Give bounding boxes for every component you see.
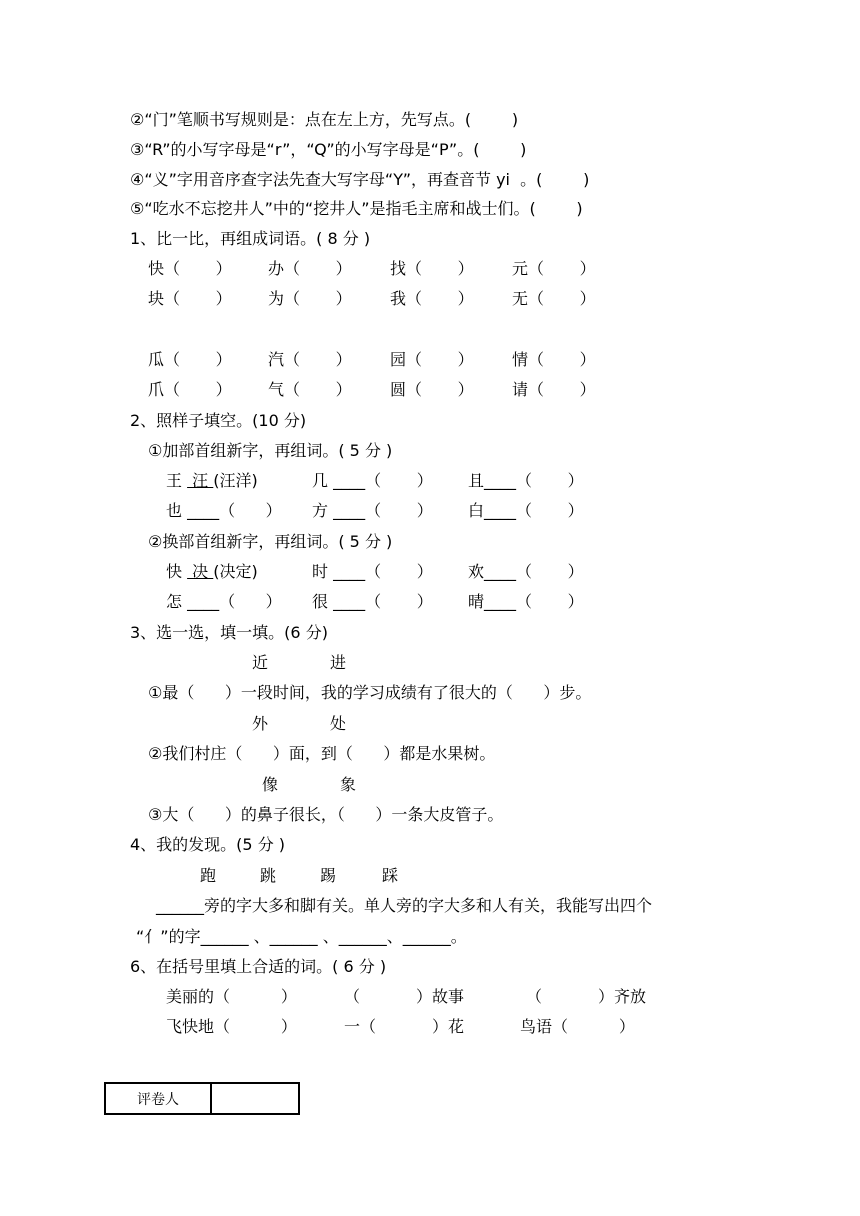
q1-cell: 气（ ） bbox=[268, 380, 352, 399]
q6-cell: 飞快地（ ） bbox=[166, 1017, 297, 1036]
q2-blank: 方 ____（ ） bbox=[312, 501, 433, 520]
q4-word: 踩 bbox=[382, 866, 399, 885]
q4-word: 踢 bbox=[320, 866, 337, 885]
judge-item-2: ②“门”笔顺书写规则是：点在左上方，先写点。( ) bbox=[130, 110, 519, 129]
q3-word: 外 bbox=[252, 714, 269, 733]
q1-cell: 爪（ ） bbox=[148, 380, 232, 399]
q1-cell: 我（ ） bbox=[390, 289, 474, 308]
grader-field[interactable] bbox=[212, 1084, 298, 1113]
q2-blank: 怎 ____（ ） bbox=[166, 592, 282, 611]
q1-cell: 元（ ） bbox=[512, 259, 596, 278]
q3-word: 处 bbox=[330, 714, 347, 733]
judge-item-5: ⑤“吃水不忘挖井人”中的“挖井人”是指毛主席和战士们。( ) bbox=[130, 199, 583, 218]
q2-blank: 很 ____（ ） bbox=[312, 592, 433, 611]
q3-word: 像 bbox=[262, 775, 279, 794]
score-box bbox=[104, 1082, 300, 1115]
q6-title: 6、在括号里填上合适的词。( 6 分 ) bbox=[130, 957, 387, 976]
judge-item-3: ③“R”的小写字母是“r”，“Q”的小写字母是“P”。( ) bbox=[130, 140, 527, 159]
q1-cell: 办（ ） bbox=[268, 259, 352, 278]
grader-label: 评卷人 bbox=[106, 1084, 212, 1113]
q2-sub2: ②换部首组新字，再组词。( 5 分 ) bbox=[148, 532, 393, 551]
q6-cell: 鸟语（ ） bbox=[520, 1017, 635, 1036]
q2-blank: 也 ____（ ） bbox=[166, 501, 282, 520]
q3-word: 进 bbox=[330, 653, 347, 672]
q2-blank: 欢____（ ） bbox=[468, 562, 584, 581]
q3-sentence-3: ③大（ ）的鼻子很长，（ ）一条大皮管子。 bbox=[148, 805, 504, 824]
q1-cell: 情（ ） bbox=[512, 350, 596, 369]
judge-item-4: ④“义”字用音序查字法先查大写字母“Y”，再查音节 yi 。( ) bbox=[130, 170, 590, 189]
q4-line-2: “亻”的字______ 、______ 、______、______。 bbox=[136, 927, 467, 946]
q4-title: 4、我的发现。(5 分 ) bbox=[130, 835, 286, 854]
q2-blank: 几 ____（ ） bbox=[312, 471, 433, 490]
q2-blank: 时 ____（ ） bbox=[312, 562, 433, 581]
q6-cell: 美丽的（ ） bbox=[166, 987, 297, 1006]
q3-word: 近 bbox=[252, 653, 269, 672]
q3-sentence-2: ②我们村庄（ ）面，到（ ）都是水果树。 bbox=[148, 744, 496, 763]
q3-sentence-1: ①最（ ）一段时间，我的学习成绩有了很大的（ ）步。 bbox=[148, 683, 592, 702]
q1-cell: 为（ ） bbox=[268, 289, 352, 308]
q4-line-1: ______旁的字大多和脚有关。单人旁的字大多和人有关，我能写出四个 bbox=[156, 896, 653, 915]
q2-example-2: 快 决 (决定) bbox=[166, 562, 258, 581]
q3-title: 3、选一选，填一填。(6 分) bbox=[130, 623, 328, 642]
q1-cell: 快（ ） bbox=[148, 259, 232, 278]
q6-cell: 一（ ）花 bbox=[344, 1017, 464, 1036]
q1-cell: 汽（ ） bbox=[268, 350, 352, 369]
q1-title: 1、比一比，再组成词语。( 8 分 ) bbox=[130, 229, 371, 248]
q2-example-1: 王 汪 (汪洋) bbox=[166, 471, 258, 490]
q2-blank: 且____（ ） bbox=[468, 471, 584, 490]
q4-word: 跳 bbox=[260, 866, 277, 885]
q1-cell: 块（ ） bbox=[148, 289, 232, 308]
q1-cell: 找（ ） bbox=[390, 259, 474, 278]
q2-title: 2、照样子填空。(10 分) bbox=[130, 411, 307, 430]
q1-cell: 无（ ） bbox=[512, 289, 596, 308]
q3-word: 象 bbox=[340, 775, 357, 794]
q1-cell: 圆（ ） bbox=[390, 380, 474, 399]
q6-cell: （ ）故事 bbox=[344, 987, 464, 1006]
q4-word: 跑 bbox=[200, 866, 217, 885]
q2-sub1: ①加部首组新字，再组词。( 5 分 ) bbox=[148, 441, 393, 460]
q2-blank: 晴____（ ） bbox=[468, 592, 584, 611]
q1-cell: 请（ ） bbox=[512, 380, 596, 399]
q6-cell: （ ）齐放 bbox=[526, 987, 646, 1006]
q1-cell: 园（ ） bbox=[390, 350, 474, 369]
q2-blank: 白____（ ） bbox=[468, 501, 584, 520]
q1-cell: 瓜（ ） bbox=[148, 350, 232, 369]
